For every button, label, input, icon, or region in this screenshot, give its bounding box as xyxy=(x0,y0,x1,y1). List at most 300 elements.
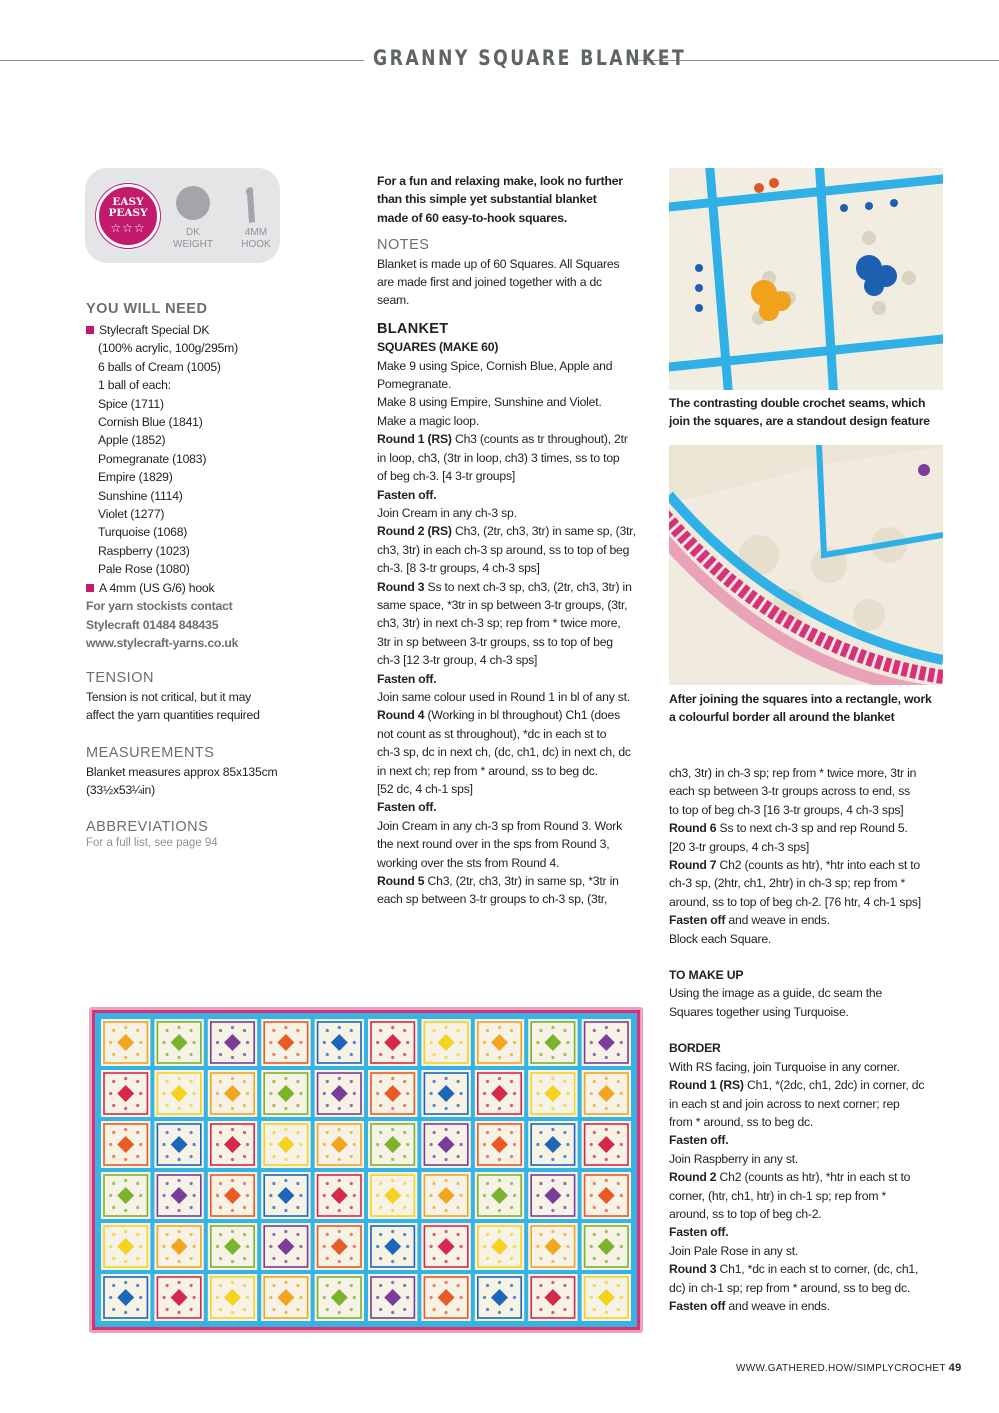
fasten-weave-label: Fasten off xyxy=(669,913,726,928)
square-dot xyxy=(403,1080,406,1083)
square-dot xyxy=(272,1131,275,1134)
square-dot xyxy=(430,1092,433,1095)
stockists-line-1: For yarn stockists contact xyxy=(86,599,233,614)
squares-intro-line: Make 9 using Spice, Cornish Blue, Apple and xyxy=(377,358,613,373)
round-6-text: Ss to next ch-3 sp and rep Round 5. xyxy=(716,821,908,836)
square-dot xyxy=(338,1260,341,1263)
square-dot xyxy=(551,1260,554,1263)
square-dot xyxy=(563,1080,566,1083)
square-dot xyxy=(166,1206,169,1209)
square-dot xyxy=(272,1080,275,1083)
yarn-lines xyxy=(86,339,356,578)
square-dot xyxy=(403,1233,406,1236)
square-dot xyxy=(272,1284,275,1287)
square-dot xyxy=(605,1107,608,1110)
square-dot xyxy=(299,1194,302,1197)
square-dot xyxy=(109,1143,112,1146)
square-dot xyxy=(403,1182,406,1185)
caption-border-line: After joining the squares into a rectangle, work xyxy=(669,692,932,706)
square-dot xyxy=(193,1143,196,1146)
square-dot xyxy=(406,1194,409,1197)
square-dot xyxy=(539,1206,542,1209)
square-dot xyxy=(391,1128,394,1131)
squares-intro xyxy=(377,357,657,431)
square-dot xyxy=(376,1245,379,1248)
round-3 xyxy=(377,578,657,670)
square-dot xyxy=(376,1194,379,1197)
round-2-text: Ch3, (2tr, ch3, 3tr) in same sp, (3tr, xyxy=(451,524,636,539)
square-dot xyxy=(299,1245,302,1248)
square-dot xyxy=(136,1131,139,1134)
square-dot xyxy=(379,1053,382,1056)
square-dot xyxy=(219,1131,222,1134)
square-dot xyxy=(350,1206,353,1209)
intro-line: For a fun and relaxing make, look no further xyxy=(377,174,623,188)
square-dot xyxy=(350,1233,353,1236)
round-1-text: Ch3 (counts as tr throughout), 2tr xyxy=(451,432,628,447)
join-2: Join same colour used in Round 1 in bl of any st. xyxy=(377,689,631,704)
tension-line1: Tension is not critical, but it may xyxy=(86,690,252,704)
join-3 xyxy=(377,817,657,872)
square-dot xyxy=(445,1311,448,1314)
yarn-line: 6 balls of Cream (1005) xyxy=(98,359,221,374)
square-dot xyxy=(513,1041,516,1044)
square-dot xyxy=(326,1182,329,1185)
square-dot xyxy=(457,1131,460,1134)
square-dot xyxy=(617,1155,620,1158)
photo-full-blanket xyxy=(87,1005,645,1335)
square-dot xyxy=(498,1056,501,1059)
square-dot xyxy=(445,1026,448,1029)
square-dot xyxy=(338,1128,341,1131)
square-dot xyxy=(563,1284,566,1287)
hook-spec: A 4mm (US G/6) hook xyxy=(99,580,215,595)
squares-subheading: SQUARES (MAKE 60) xyxy=(377,340,499,355)
square-dot xyxy=(112,1104,115,1107)
square-dot xyxy=(510,1284,513,1287)
square-dot xyxy=(190,1284,193,1287)
caption-border xyxy=(669,690,949,727)
square-dot xyxy=(190,1308,193,1311)
make-up-text xyxy=(669,984,959,1021)
square-dot xyxy=(379,1182,382,1185)
square-dot xyxy=(284,1281,287,1284)
square-dot xyxy=(272,1233,275,1236)
notes-heading: NOTES xyxy=(377,237,430,254)
yarn-line: 1 ball of each: xyxy=(98,378,171,393)
square-dot xyxy=(166,1233,169,1236)
square-dot xyxy=(445,1179,448,1182)
square-dot xyxy=(457,1233,460,1236)
square-dot xyxy=(231,1026,234,1029)
square-dot xyxy=(486,1029,489,1032)
square-dot xyxy=(284,1128,287,1131)
square-dot xyxy=(350,1104,353,1107)
square-dot xyxy=(296,1182,299,1185)
square-dot xyxy=(617,1257,620,1260)
square-dot xyxy=(353,1092,356,1095)
round-2-line: ch3, 3tr) in each ch-3 sp around, ss to top of beg xyxy=(377,542,630,557)
page-title: GRANNY SQUARE BLANKET xyxy=(373,46,687,70)
square-dot xyxy=(513,1194,516,1197)
square-dot xyxy=(124,1230,127,1233)
square-dot xyxy=(190,1206,193,1209)
square-dot xyxy=(136,1104,139,1107)
square-dot xyxy=(284,1077,287,1080)
caption-seams-line: The contrasting double crochet seams, which xyxy=(669,396,926,410)
square-dot xyxy=(112,1080,115,1083)
round-3-text: Ss to next ch-3 sp, ch3, (2tr, ch3, 3tr) in xyxy=(424,579,632,594)
square-dot xyxy=(433,1029,436,1032)
border-fasten-3-label: Fasten off xyxy=(669,1298,726,1313)
square-dot xyxy=(460,1092,463,1095)
round-7-text: Ch2 (counts as htr), *htr into each st to xyxy=(716,858,920,873)
square-dot xyxy=(231,1311,234,1314)
square-dot xyxy=(620,1092,623,1095)
border-intro: With RS facing, join Turquoise in any corner. xyxy=(669,1059,900,1074)
square-dot xyxy=(391,1077,394,1080)
square-dot xyxy=(486,1257,489,1260)
square-dot xyxy=(216,1143,219,1146)
you-will-need-heading: YOU WILL NEED xyxy=(86,301,208,317)
square-dot xyxy=(139,1245,142,1248)
square-dot xyxy=(124,1311,127,1314)
square-dot xyxy=(139,1194,142,1197)
square-dot xyxy=(498,1128,501,1131)
square-dot xyxy=(379,1155,382,1158)
square-dot xyxy=(513,1092,516,1095)
square-dot xyxy=(299,1143,302,1146)
square-dot xyxy=(350,1284,353,1287)
square-dot xyxy=(605,1158,608,1161)
square-dot xyxy=(391,1158,394,1161)
materials-yarn xyxy=(86,321,356,339)
square-dot xyxy=(296,1155,299,1158)
square-dot xyxy=(219,1284,222,1287)
abbreviations-section xyxy=(86,819,356,849)
square-dot xyxy=(231,1107,234,1110)
square-dot xyxy=(539,1182,542,1185)
square-dot xyxy=(166,1080,169,1083)
square-dot xyxy=(136,1233,139,1236)
round-1-label: Round 1 (RS) xyxy=(377,432,452,447)
square-dot xyxy=(219,1233,222,1236)
square-dot xyxy=(284,1107,287,1110)
square-dot xyxy=(124,1281,127,1284)
square-dot xyxy=(445,1260,448,1263)
square-dot xyxy=(139,1092,142,1095)
square-dot xyxy=(498,1077,501,1080)
square-dot xyxy=(338,1179,341,1182)
border-round-1-line: in each st and join across to next corner; rep xyxy=(669,1096,900,1111)
square-dot xyxy=(296,1053,299,1056)
round-7-label: Round 7 xyxy=(669,858,717,873)
square-dot xyxy=(216,1194,219,1197)
square-dot xyxy=(112,1206,115,1209)
square-dot xyxy=(445,1281,448,1284)
square-dot xyxy=(391,1311,394,1314)
fasten-weave xyxy=(669,911,959,929)
round-2 xyxy=(377,522,657,577)
square-dot xyxy=(326,1308,329,1311)
square-dot xyxy=(498,1281,501,1284)
square-dot xyxy=(216,1092,219,1095)
bullet-icon xyxy=(86,326,94,334)
square-dot xyxy=(136,1080,139,1083)
square-dot xyxy=(379,1257,382,1260)
square-dot xyxy=(379,1104,382,1107)
square-dot xyxy=(296,1233,299,1236)
square-dot xyxy=(539,1131,542,1134)
square-dot xyxy=(391,1179,394,1182)
square-dot xyxy=(433,1233,436,1236)
square-dot xyxy=(272,1104,275,1107)
square-dot xyxy=(246,1041,249,1044)
square-dot xyxy=(617,1233,620,1236)
square-dot xyxy=(539,1029,542,1032)
square-dot xyxy=(539,1284,542,1287)
square-dot xyxy=(272,1308,275,1311)
square-dot xyxy=(563,1104,566,1107)
yarn-line: Turquoise (1068) xyxy=(98,525,188,540)
border-round-1-label: Round 1 (RS) xyxy=(669,1078,744,1093)
square-dot xyxy=(498,1158,501,1161)
fasten-weave-rest: and weave in ends. xyxy=(725,913,830,928)
fasten-off-1: Fasten off. xyxy=(377,487,437,502)
square-dot xyxy=(605,1281,608,1284)
round-6 xyxy=(669,819,959,856)
square-dot xyxy=(219,1155,222,1158)
square-dot xyxy=(605,1026,608,1029)
square-dot xyxy=(460,1041,463,1044)
border-round-3-text: Ch1, *dc in each st to corner, (dc, ch1, xyxy=(716,1262,919,1277)
square-dot xyxy=(296,1104,299,1107)
square-dot xyxy=(551,1056,554,1059)
square-dot xyxy=(457,1080,460,1083)
square-dot xyxy=(243,1131,246,1134)
square-dot xyxy=(178,1281,181,1284)
square-dot xyxy=(457,1284,460,1287)
page-footer xyxy=(736,1362,962,1374)
square-dot xyxy=(460,1245,463,1248)
square-dot xyxy=(178,1260,181,1263)
square-dot xyxy=(136,1155,139,1158)
border-round-2-text: Ch2 (counts as htr), *htr in each st to xyxy=(716,1170,911,1185)
square-dot xyxy=(445,1128,448,1131)
round-1 xyxy=(377,430,657,485)
square-dot xyxy=(190,1029,193,1032)
square-dot xyxy=(109,1041,112,1044)
square-dot xyxy=(338,1311,341,1314)
square-dot xyxy=(486,1155,489,1158)
abbreviations-line1: For a full list, see page 94 xyxy=(86,837,218,849)
weight-label xyxy=(163,227,223,251)
pattern-column-right xyxy=(669,764,959,1315)
border-round-3-label: Round 3 xyxy=(669,1262,717,1277)
square-dot xyxy=(243,1257,246,1260)
square-dot xyxy=(299,1296,302,1299)
square-dot xyxy=(326,1029,329,1032)
round-6-label: Round 6 xyxy=(669,821,717,836)
square-dot xyxy=(272,1155,275,1158)
square-dot xyxy=(539,1233,542,1236)
square-dot xyxy=(620,1041,623,1044)
square-dot xyxy=(190,1257,193,1260)
notes-text xyxy=(377,255,657,310)
border-fasten-2: Fasten off. xyxy=(669,1225,729,1240)
border-round-2-line: corner, (htr, ch1, htr) in ch-1 sp; rep from * xyxy=(669,1188,887,1203)
square-dot xyxy=(510,1131,513,1134)
square-dot xyxy=(376,1296,379,1299)
square-dot xyxy=(243,1182,246,1185)
square-dot xyxy=(323,1092,326,1095)
round-1-line: of beg ch-3. [4 3-tr groups] xyxy=(377,469,516,484)
yarn-line: Empire (1829) xyxy=(98,470,173,485)
square-dot xyxy=(483,1194,486,1197)
round-4-line: in next ch; rep from * around, ss to beg dc. xyxy=(377,763,598,778)
square-dot xyxy=(299,1041,302,1044)
border-heading: BORDER xyxy=(669,1041,721,1056)
square-dot xyxy=(539,1053,542,1056)
square-dot xyxy=(486,1284,489,1287)
square-dot xyxy=(243,1206,246,1209)
caption-seams xyxy=(669,394,949,431)
square-dot xyxy=(219,1257,222,1260)
square-dot xyxy=(445,1107,448,1110)
square-dot xyxy=(536,1041,539,1044)
round-4 xyxy=(377,706,657,798)
square-dot xyxy=(178,1230,181,1233)
round-7-line: around, ss to top of beg ch-2. [76 htr, 4 ch-1 sps] xyxy=(669,894,921,909)
round-3-line: ch-3 [12 3-tr group, 4 ch-3 sps] xyxy=(377,653,538,668)
square-dot xyxy=(620,1143,623,1146)
square-dot xyxy=(433,1080,436,1083)
square-dot xyxy=(486,1182,489,1185)
square-dot xyxy=(219,1080,222,1083)
yarn-line: Pale Rose (1080) xyxy=(98,562,190,577)
square-dot xyxy=(563,1308,566,1311)
square-dot xyxy=(617,1080,620,1083)
square-dot xyxy=(190,1104,193,1107)
square-dot xyxy=(284,1260,287,1263)
square-dot xyxy=(269,1245,272,1248)
stockists-link[interactable]: www.stylecraft-yarns.co.uk xyxy=(86,635,239,650)
square-dot xyxy=(269,1143,272,1146)
square-dot xyxy=(166,1029,169,1032)
yarn-brand: Stylecraft Special DK xyxy=(99,323,210,337)
square-dot xyxy=(566,1194,569,1197)
square-dot xyxy=(193,1296,196,1299)
yarn-line: Spice (1711) xyxy=(98,396,164,411)
square-dot xyxy=(486,1206,489,1209)
square-dot xyxy=(166,1257,169,1260)
square-dot xyxy=(539,1308,542,1311)
border-round-2 xyxy=(669,1168,959,1223)
round-7 xyxy=(669,856,959,911)
border-round-1 xyxy=(669,1076,959,1131)
page-number: 49 xyxy=(948,1362,962,1374)
measurements-section xyxy=(86,745,356,800)
square-dot xyxy=(551,1179,554,1182)
square-dot xyxy=(593,1080,596,1083)
square-dot xyxy=(539,1155,542,1158)
square-dot xyxy=(219,1308,222,1311)
square-dot xyxy=(166,1131,169,1134)
square-dot xyxy=(124,1077,127,1080)
square-dot xyxy=(605,1260,608,1263)
square-dot xyxy=(178,1158,181,1161)
hook-label xyxy=(226,227,286,251)
square-dot xyxy=(617,1182,620,1185)
intro xyxy=(377,172,657,227)
squares-intro-line: Pomegranate. xyxy=(377,377,452,392)
square-dot xyxy=(566,1092,569,1095)
weight-line1: DK xyxy=(186,227,200,238)
square-dot xyxy=(433,1308,436,1311)
square-dot xyxy=(551,1311,554,1314)
round-5-cont-line: each sp between 3-tr groups across to end, ss xyxy=(669,784,910,799)
square-dot xyxy=(243,1284,246,1287)
header-rule-right xyxy=(635,60,999,61)
square-dot xyxy=(338,1209,341,1212)
square-dot xyxy=(445,1230,448,1233)
square-dot xyxy=(326,1053,329,1056)
square-dot xyxy=(563,1257,566,1260)
square-dot xyxy=(457,1308,460,1311)
round-5-continued xyxy=(669,764,959,819)
join-1: Join Cream in any ch-3 sp. xyxy=(377,505,517,520)
square-dot xyxy=(593,1155,596,1158)
square-dot xyxy=(379,1029,382,1032)
weight-line2: WEIGHT xyxy=(173,239,213,250)
square-dot xyxy=(510,1233,513,1236)
square-dot xyxy=(605,1056,608,1059)
square-dot xyxy=(284,1209,287,1212)
square-dot xyxy=(178,1077,181,1080)
square-dot xyxy=(551,1209,554,1212)
border-round-2-label: Round 2 xyxy=(669,1170,717,1185)
join-3-line: Join Cream in any ch-3 sp from Round 3. Work xyxy=(377,818,622,833)
blanket-heading: BLANKET xyxy=(377,320,449,337)
square-dot xyxy=(391,1230,394,1233)
square-dot xyxy=(457,1155,460,1158)
square-dot xyxy=(563,1233,566,1236)
round-2-label: Round 2 (RS) xyxy=(377,524,452,539)
photo-square-closeup-art xyxy=(669,168,943,390)
blanket-grid-art xyxy=(87,1005,645,1335)
footer-url[interactable]: WWW.GATHERED.HOW/SIMPLYCROCHET xyxy=(736,1363,946,1374)
square-dot xyxy=(510,1029,513,1032)
square-dot xyxy=(216,1245,219,1248)
square-dot xyxy=(605,1209,608,1212)
square-dot xyxy=(338,1107,341,1110)
square-dot xyxy=(178,1128,181,1131)
notes-line: seam. xyxy=(377,293,410,308)
difficulty-stars: ☆☆☆ xyxy=(110,221,146,235)
round-5-cont-line: ch3, 3tr) in ch-3 sp; rep from * twice more, 3tr in xyxy=(669,766,917,780)
square-dot xyxy=(124,1260,127,1263)
square-dot xyxy=(216,1041,219,1044)
pattern-column-middle xyxy=(377,172,657,909)
square-dot xyxy=(590,1092,593,1095)
square-dot xyxy=(551,1230,554,1233)
square-dot xyxy=(486,1080,489,1083)
square-dot xyxy=(403,1131,406,1134)
square-dot xyxy=(231,1179,234,1182)
squares-intro-line: Make 8 using Empire, Sunshine and Violet. xyxy=(377,395,602,410)
square-dot xyxy=(243,1233,246,1236)
square-dot xyxy=(551,1158,554,1161)
